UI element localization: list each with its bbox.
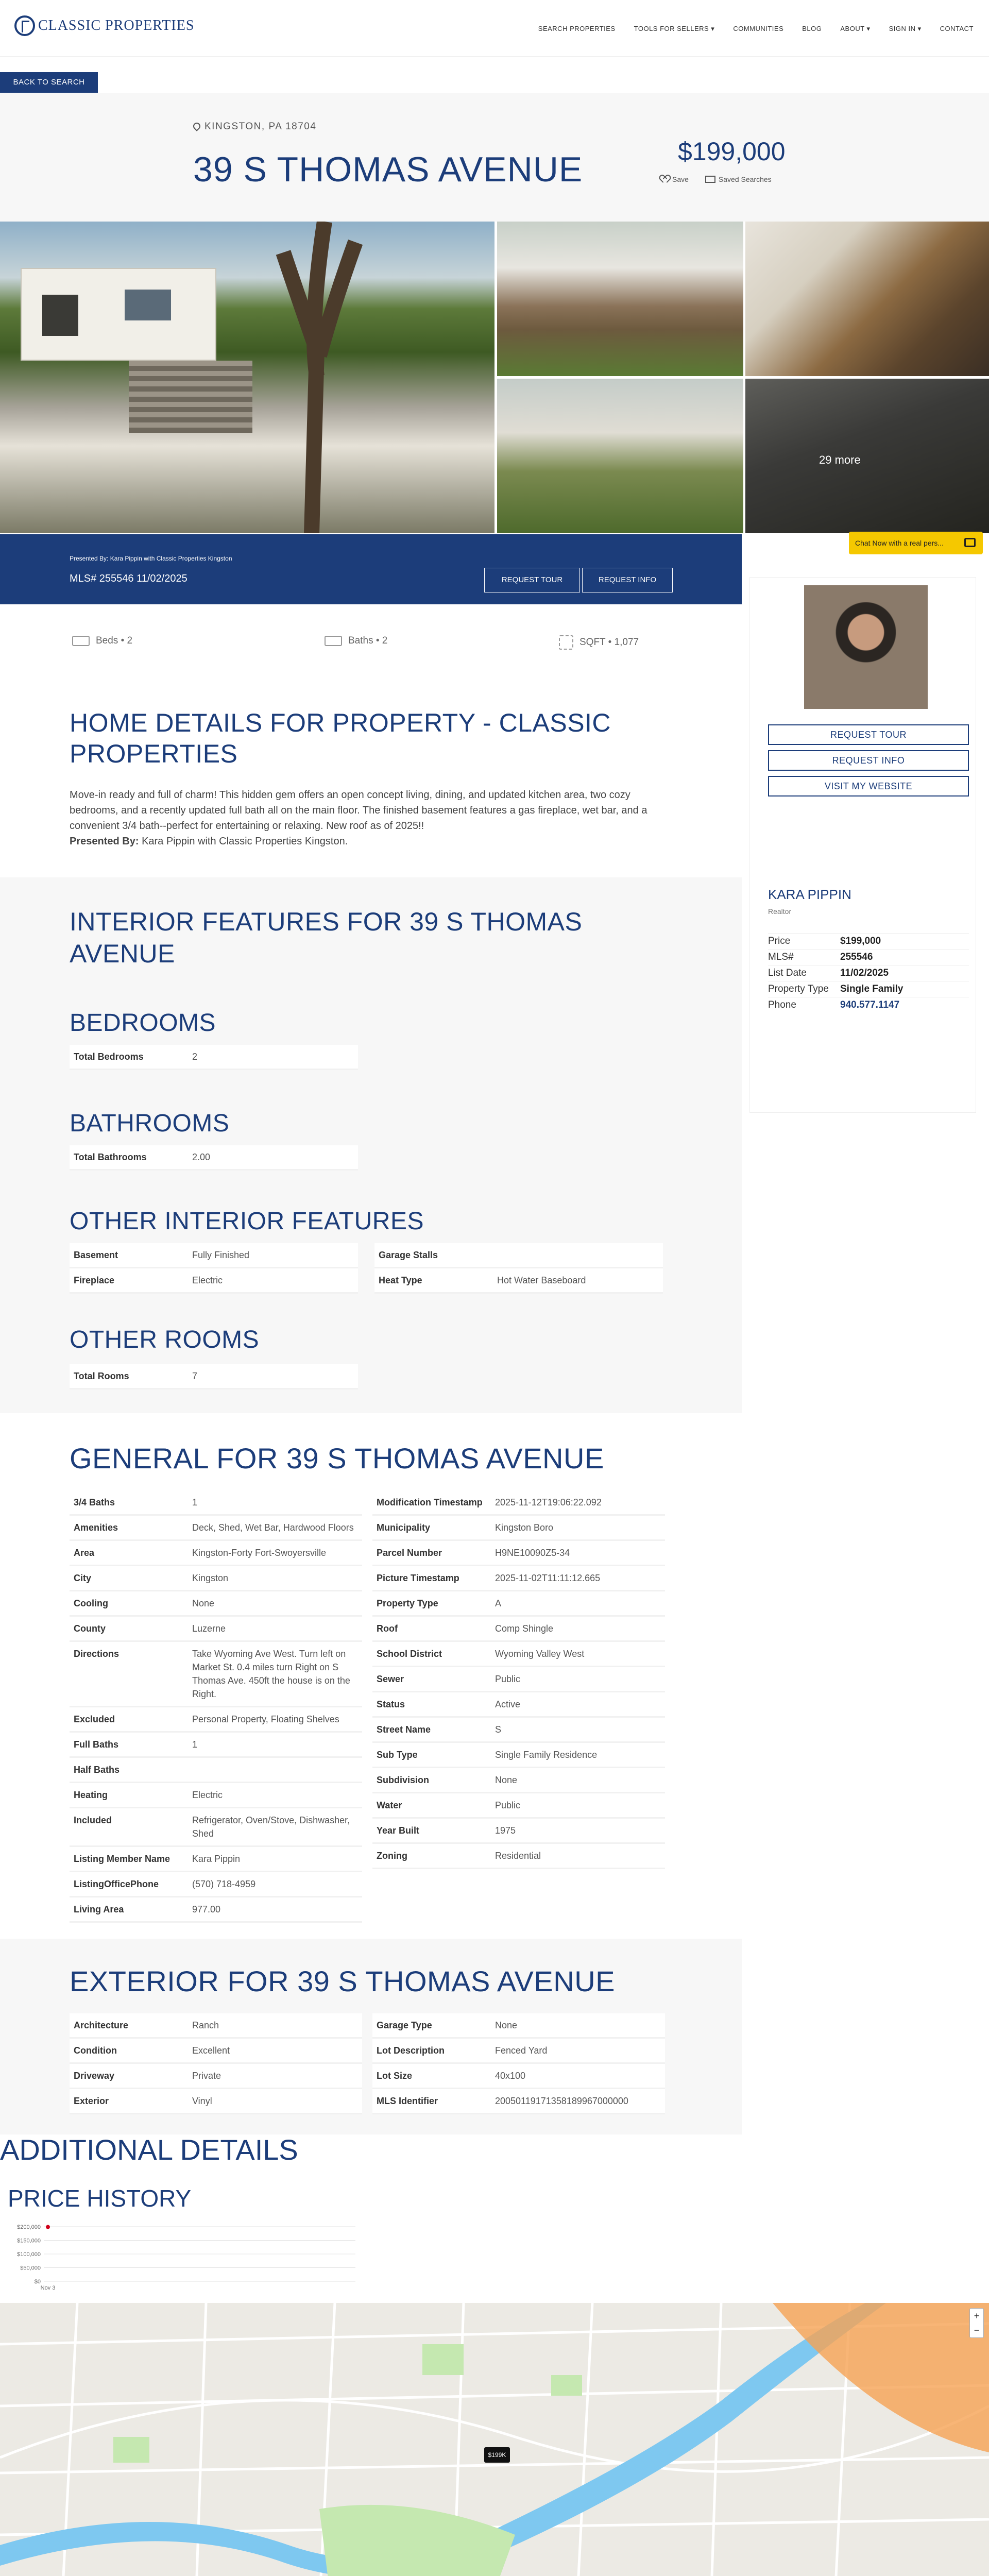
detail-value: Kingston-Forty Fort-Swoyersville <box>192 1548 327 1558</box>
detail-key: Lot Size <box>377 2071 413 2081</box>
detail-key: Living Area <box>74 1904 124 1914</box>
detail-key: Total Bathrooms <box>74 1152 147 1162</box>
other-rooms-table <box>70 1364 663 1389</box>
detail-key: Fireplace <box>74 1275 115 1285</box>
detail-value: Luzerne <box>192 1623 226 1634</box>
general-left-col <box>70 1490 362 1923</box>
detail-value: Fenced Yard <box>495 2045 548 2056</box>
logo[interactable] <box>14 15 194 36</box>
exterior-left-col <box>70 2013 362 2114</box>
agent-role: Realtor <box>768 907 792 916</box>
detail-key: Garage Stalls <box>379 1250 438 1260</box>
detail-row <box>70 1566 362 1591</box>
detail-value: Take Wyoming Ave West. Turn left on Market St. 0.4 miles turn Right on S Thomas Ave. 450ft the house is on the Right. <box>192 1649 350 1699</box>
detail-row <box>70 1145 358 1171</box>
table-col <box>374 1243 663 1294</box>
detail-row <box>70 1617 362 1642</box>
detail-value: Excellent <box>192 2045 230 2056</box>
detail-row <box>70 1490 362 1516</box>
agent-info-list <box>768 933 969 1013</box>
main-nav <box>538 25 974 33</box>
detail-row <box>372 1591 665 1617</box>
card-request-info-button[interactable]: REQUEST INFO <box>768 750 969 771</box>
tree-shape <box>268 222 371 533</box>
detail-key: MLS Identifier <box>377 2096 438 2106</box>
detail-row <box>372 1642 665 1667</box>
detail-row <box>372 2013 665 2039</box>
detail-value: Electric <box>192 1790 223 1800</box>
bed-icon <box>72 636 90 646</box>
zoom-out-button[interactable]: − <box>974 2325 980 2335</box>
detail-value: S <box>495 1724 502 1735</box>
heart-icon <box>661 176 669 183</box>
info-label: Phone <box>768 999 796 1010</box>
detail-row <box>70 2064 362 2089</box>
agent-card <box>749 577 976 1113</box>
saved-searches-label: Saved Searches <box>718 175 772 183</box>
general-right-col <box>372 1490 665 1923</box>
agent-name: KARA PIPPIN <box>768 887 851 902</box>
mail-icon <box>705 176 715 183</box>
detail-row <box>372 2064 665 2089</box>
detail-row <box>70 1808 362 1847</box>
detail-key: Roof <box>377 1623 398 1634</box>
detail-key: City <box>74 1573 92 1583</box>
detail-value: Wyoming Valley West <box>495 1649 585 1659</box>
detail-key: Total Bedrooms <box>74 1052 144 1062</box>
card-request-tour-button[interactable]: REQUEST TOUR <box>768 724 969 745</box>
detail-value: 1 <box>192 1739 198 1750</box>
detail-value: Hot Water Baseboard <box>497 1275 586 1285</box>
detail-key: Picture Timestamp <box>377 1573 459 1583</box>
location-map[interactable] <box>0 2303 989 2576</box>
table-col <box>70 1243 358 1294</box>
chat-widget[interactable] <box>849 532 983 554</box>
detail-value: Fully Finished <box>192 1250 250 1260</box>
zoom-in-button[interactable]: + <box>974 2311 980 2321</box>
exterior-table <box>70 2013 665 2114</box>
interior-section <box>0 877 742 1413</box>
request-tour-button[interactable]: REQUEST TOUR <box>484 568 580 592</box>
detail-value: Kara Pippin <box>192 1854 241 1864</box>
detail-key: Full Baths <box>74 1739 119 1750</box>
presented-by: Presented By: Kara Pippin with Classic Properties Kingston <box>70 555 232 562</box>
detail-row <box>374 1268 663 1294</box>
detail-key: Amenities <box>74 1522 118 1533</box>
detail-value: Private <box>192 2071 221 2081</box>
agent-bar <box>0 534 742 604</box>
detail-row <box>372 1692 665 1718</box>
detail-value: Vinyl <box>192 2096 212 2106</box>
nav-tools-for-sellers[interactable]: TOOLS FOR SELLERS ▾ <box>634 25 715 32</box>
detail-value: Refrigerator, Oven/Stove, Dishwasher, Shed <box>192 1815 350 1839</box>
detail-row <box>70 1243 358 1268</box>
detail-row <box>372 1768 665 1793</box>
photo-3[interactable] <box>745 222 989 376</box>
info-row <box>768 933 969 949</box>
back-to-search-button[interactable]: BACK TO SEARCH <box>0 72 98 93</box>
interior-title: INTERIOR FEATURES FOR 39 S THOMAS AVENUE <box>70 907 583 968</box>
listing-price: $199,000 <box>678 137 786 166</box>
visit-website-button[interactable]: VISIT MY WEBSITE <box>768 776 969 796</box>
detail-key: Zoning <box>377 1851 407 1861</box>
save-link[interactable] <box>661 175 689 183</box>
detail-row <box>372 1516 665 1541</box>
detail-row <box>372 1718 665 1743</box>
price-point[interactable] <box>46 2225 50 2229</box>
detail-row <box>372 2089 665 2114</box>
detail-value: Ranch <box>192 2020 219 2030</box>
y-tick-label: $150,000 <box>17 2238 41 2244</box>
y-tick-label: $0 <box>34 2279 41 2285</box>
detail-row <box>372 1819 665 1844</box>
nav-sign-in[interactable]: SIGN IN ▾ <box>889 25 922 32</box>
info-row <box>768 981 969 997</box>
detail-key: Basement <box>74 1250 118 1260</box>
detail-row <box>372 1743 665 1768</box>
exterior-section <box>0 1939 742 2134</box>
agent-photo <box>804 585 928 709</box>
detail-row <box>372 1667 665 1692</box>
info-row <box>768 997 969 1013</box>
bathrooms-heading: BATHROOMS <box>70 1110 230 1137</box>
detail-value: 1975 <box>495 1825 516 1836</box>
detail-key: 3/4 Baths <box>74 1497 115 1507</box>
presented-label: Presented By: <box>70 836 139 847</box>
detail-value: Active <box>495 1699 521 1709</box>
presented-by-line <box>70 834 672 849</box>
other-interior-table <box>70 1243 663 1294</box>
y-tick-label: $200,000 <box>17 2224 41 2230</box>
detail-row <box>372 1566 665 1591</box>
detail-key: Lot Description <box>377 2045 445 2056</box>
detail-value: 2.00 <box>192 1152 211 1162</box>
logo-mark-icon <box>14 15 35 36</box>
detail-row <box>70 1591 362 1617</box>
mls-number: MLS# 255546 11/02/2025 <box>70 573 187 584</box>
detail-row <box>70 1516 362 1541</box>
exterior-title: EXTERIOR FOR 39 S THOMAS AVENUE <box>70 1965 615 1997</box>
detail-value: 7 <box>192 1371 198 1381</box>
detail-key: Heating <box>74 1790 108 1800</box>
detail-row <box>70 1847 362 1872</box>
detail-key: ListingOfficePhone <box>74 1879 159 1889</box>
presented-value: Kara Pippin with Classic Properties Kingston. <box>142 836 348 847</box>
detail-key: Subdivision <box>377 1775 430 1785</box>
detail-value: Single Family Residence <box>495 1750 598 1760</box>
detail-key: Condition <box>74 2045 117 2056</box>
detail-row <box>70 1541 362 1566</box>
info-value: 11/02/2025 <box>840 968 889 978</box>
main-photo[interactable] <box>0 222 494 533</box>
detail-row <box>70 1268 358 1294</box>
detail-key: Listing Member Name <box>74 1854 170 1864</box>
detail-value: Comp Shingle <box>495 1623 554 1634</box>
photo-4[interactable] <box>497 379 743 533</box>
detail-value: None <box>192 1598 215 1608</box>
property-description: Move-in ready and full of charm! This hidden gem offers an open concept living, dining, and updated kitchen area, two cozy bedrooms, and a recently updated full bath all on the main floor. The finished basement features a gas fireplace, wet bar, and a convenient 3/4 bath--perfect for entertaining or relaxing. New roof as of 2025!! <box>70 789 647 832</box>
price-history-chart <box>0 2221 361 2293</box>
detail-key: Year Built <box>377 1825 420 1836</box>
beds-fact <box>72 635 132 647</box>
detail-row <box>70 1642 362 1707</box>
more-photos-label[interactable]: 29 more <box>819 453 861 466</box>
detail-key: Municipality <box>377 1522 431 1533</box>
detail-value: 20050119171358189967000000 <box>495 2096 628 2106</box>
detail-value: 40x100 <box>495 2071 526 2081</box>
listing-location <box>193 121 316 132</box>
map-zoom-control <box>969 2308 984 2338</box>
price-history-title: PRICE HISTORY <box>8 2185 192 2212</box>
property-facts <box>0 604 742 676</box>
nav-search-properties[interactable]: SEARCH PROPERTIES <box>538 25 616 32</box>
detail-value: Kingston Boro <box>495 1522 554 1533</box>
detail-row <box>374 1243 663 1268</box>
detail-row <box>70 1758 362 1783</box>
info-label: Price <box>768 936 791 946</box>
save-actions <box>661 175 772 183</box>
nav-communities[interactable]: COMMUNITIES <box>733 25 784 32</box>
sqft-icon <box>559 635 573 650</box>
photo-5[interactable] <box>745 379 989 533</box>
sqft-fact <box>559 635 639 650</box>
baths-fact <box>325 635 387 647</box>
request-info-button[interactable]: REQUEST INFO <box>582 568 673 592</box>
detail-key: Architecture <box>74 2020 129 2030</box>
chat-bubble-icon <box>964 538 976 547</box>
detail-value: Public <box>495 1800 521 1810</box>
info-row <box>768 965 969 981</box>
detail-key: Sub Type <box>377 1750 418 1760</box>
detail-row <box>70 1707 362 1733</box>
detail-key: Parcel Number <box>377 1548 442 1558</box>
detail-value: Deck, Shed, Wet Bar, Hardwood Floors <box>192 1522 354 1533</box>
detail-row <box>70 2039 362 2064</box>
map-price-marker[interactable]: $199K <box>484 2447 510 2463</box>
sqft-value: SQFT • 1,077 <box>579 637 639 648</box>
saved-searches-link[interactable] <box>705 175 772 183</box>
detail-key: Total Rooms <box>74 1371 129 1381</box>
detail-row <box>372 2039 665 2064</box>
detail-row <box>70 2013 362 2039</box>
info-value: $199,000 <box>840 936 881 946</box>
detail-key: Modification Timestamp <box>377 1497 483 1507</box>
logo-text: CLASSIC PROPERTIES <box>38 18 195 33</box>
detail-row <box>372 1541 665 1566</box>
house-shape <box>21 268 216 361</box>
y-tick-label: $100,000 <box>17 2251 41 2258</box>
photo-2[interactable] <box>497 222 743 376</box>
info-value: Single Family <box>840 984 903 994</box>
nav-blog[interactable]: BLOG <box>802 25 822 32</box>
detail-value: None <box>495 2020 518 2030</box>
detail-key: Excluded <box>74 1714 115 1724</box>
detail-key: Half Baths <box>74 1765 120 1775</box>
detail-key: Cooling <box>74 1598 108 1608</box>
detail-key: School District <box>377 1649 442 1659</box>
x-tick-label: Nov 3 <box>40 2285 56 2291</box>
info-label: MLS# <box>768 952 794 962</box>
detail-key: Garage Type <box>377 2020 432 2030</box>
detail-value: 2025-11-02T11:11:12.665 <box>495 1573 601 1583</box>
detail-key: Street Name <box>377 1724 431 1735</box>
y-tick-label: $50,000 <box>20 2265 41 2272</box>
detail-key: Area <box>74 1548 95 1558</box>
detail-row <box>372 1617 665 1642</box>
detail-row <box>372 1793 665 1819</box>
detail-row <box>70 1783 362 1808</box>
site-header <box>0 0 989 57</box>
location-pin-icon <box>192 121 202 131</box>
bath-icon <box>325 636 342 646</box>
baths-value: Baths • 2 <box>348 635 388 646</box>
detail-value: Residential <box>495 1851 541 1861</box>
detail-value: Public <box>495 1674 521 1684</box>
detail-row <box>70 1872 362 1897</box>
detail-key: Sewer <box>377 1674 404 1684</box>
detail-key: Included <box>74 1815 112 1825</box>
nav-about[interactable]: ABOUT ▾ <box>840 25 871 32</box>
detail-key: Status <box>377 1699 405 1709</box>
map-tiles <box>0 2303 989 2576</box>
detail-key: County <box>74 1623 106 1634</box>
detail-key: Driveway <box>74 2071 115 2081</box>
stairs-shape <box>129 361 252 433</box>
detail-value: Personal Property, Floating Shelves <box>192 1714 339 1724</box>
info-row <box>768 949 969 965</box>
detail-row <box>372 1490 665 1516</box>
detail-key: Heat Type <box>379 1275 422 1285</box>
detail-key: Directions <box>74 1649 120 1659</box>
detail-row <box>70 1733 362 1758</box>
detail-value: None <box>495 1775 518 1785</box>
listing-address: 39 S THOMAS AVENUE <box>193 150 583 189</box>
bedrooms-table <box>70 1045 663 1070</box>
detail-row <box>70 2089 362 2114</box>
other-interior-heading: OTHER INTERIOR FEATURES <box>70 1208 424 1235</box>
detail-key: Property Type <box>377 1598 438 1608</box>
detail-value: 2 <box>192 1052 198 1062</box>
general-title: GENERAL FOR 39 S THOMAS AVENUE <box>70 1442 604 1475</box>
other-rooms-heading: OTHER ROOMS <box>70 1326 260 1353</box>
home-details-title: HOME DETAILS FOR PROPERTY - CLASSIC PROPERTIES <box>70 708 611 768</box>
bathrooms-table <box>70 1145 663 1171</box>
info-label: List Date <box>768 968 807 978</box>
location-text: KINGSTON, PA 18704 <box>204 121 317 132</box>
detail-row <box>372 1844 665 1869</box>
detail-value: (570) 718-4959 <box>192 1879 256 1889</box>
detail-row <box>70 1045 358 1070</box>
detail-value: A <box>495 1598 502 1608</box>
detail-row <box>70 1364 358 1389</box>
beds-value: Beds • 2 <box>96 635 133 646</box>
exterior-right-col <box>372 2013 665 2114</box>
general-section <box>0 1413 742 1939</box>
save-label: Save <box>672 175 689 183</box>
chat-label: Chat Now with a real pers... <box>855 539 944 547</box>
detail-value: 977.00 <box>192 1904 221 1914</box>
additional-details-title: ADDITIONAL DETAILS <box>0 2133 298 2166</box>
detail-row <box>70 1897 362 1923</box>
info-value: 255546 <box>840 952 873 962</box>
detail-value: Electric <box>192 1275 223 1285</box>
agent-phone-link[interactable]: 940.577.1147 <box>840 999 900 1010</box>
nav-contact[interactable]: CONTACT <box>940 25 974 32</box>
home-details-section <box>0 676 742 877</box>
detail-value: Kingston <box>192 1573 229 1583</box>
detail-key: Water <box>377 1800 402 1810</box>
general-table <box>70 1490 665 1923</box>
detail-value: H9NE10090Z5-34 <box>495 1548 570 1558</box>
detail-key: Exterior <box>74 2096 109 2106</box>
bedrooms-heading: BEDROOMS <box>70 1009 216 1037</box>
detail-value: 2025-11-12T19:06:22.092 <box>495 1497 602 1507</box>
detail-value: 1 <box>192 1497 198 1507</box>
info-label: Property Type <box>768 984 829 994</box>
